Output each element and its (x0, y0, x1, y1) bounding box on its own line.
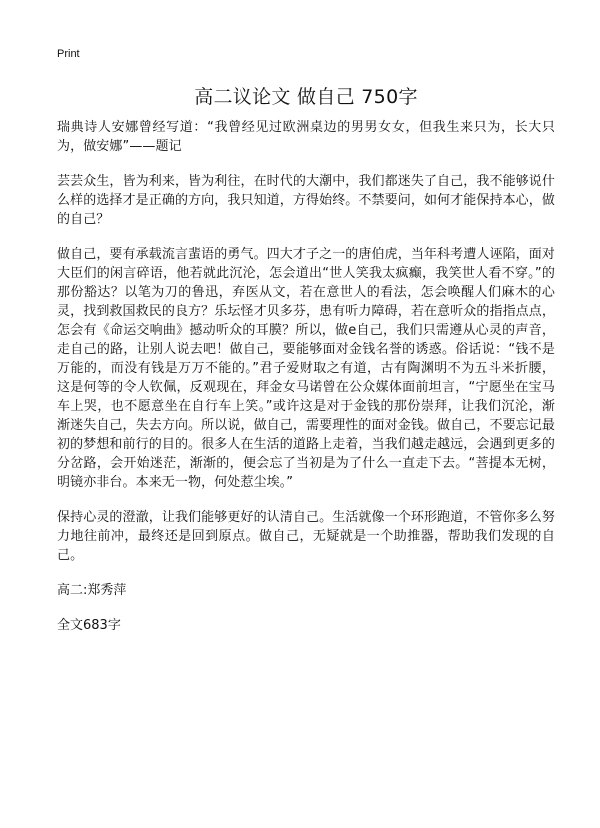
article-title: 高二议论文 做自己 750字 (194, 86, 418, 108)
conclusion-paragraph: 保持心灵的澄澈，让我们能够更好的认清自己。生活就像一个环形跑道，不管你多么努力地往前冲，最终还是回到原点。做自己，无疑就是一个助推器，帮助我们发现的自己。 (57, 510, 555, 563)
body-paragraph: 做自己，要有承载流言蜚语的勇气。四大才子之一的唐伯虎，当年科考遭人诬陷，面对大臣们的闲言碎语，他若就此沉沦，怎会道出“世人笑我太疯癫，我笑世人看不穿。”的那份豁达？以笔为刀的鲁迅，弃医从文，若在意世人的看法，怎会唤醒人们麻木的心灵，找到救国救民的良方？乐坛怪才贝多芬，患有听力障碍，若在意听众的指指点点，怎会有《命运交响曲》撼动听众的耳膜？所以，做e自己，我们只需遵从心灵的声音，走自己的路，让别人说去吧！做自己，要能够面对金钱名誉的诱惑。俗话说：“钱不是万能的，而没有钱是万万不能的。”君子爱财取之有道，古有陶渊明不为五斗米折腰，这是何等的令人钦佩，反观现在，拜金女马诺曾在公众媒体面前坦言，“宁愿坐在宝马车上哭，也不愿意坐在自行车上笑。”或许这是对于金钱的那份崇拜，让我们沉沦，渐渐迷失自己，失去方向。所以说，做自己，需要理性的面对金钱。做自己，不要忘记最初的梦想和前行的目的。很多人在生活的道路上走着，当我们越走越远，会遇到更多的分岔路，会开始迷茫，渐渐的，便会忘了当初是为了什么一直走下去。“菩提本无树，明镜亦非台。本来无一物，何处惹尘埃。” (57, 247, 555, 490)
epigraph-paragraph: 瑞典诗人安娜曾经写道：“我曾经见过欧洲桌边的男男女女，但我生来只为，长大只为，做安娜”——题记 (57, 120, 555, 154)
author-line: 高二:郑秀萍 (57, 583, 127, 598)
word-count: 全文683字 (57, 618, 121, 633)
print-link[interactable]: Print (57, 48, 80, 60)
intro-paragraph: 芸芸众生，皆为利来，皆为利往，在时代的大潮中，我们都迷失了自己，我不能够说什么样的选择才是正确的方向，我只知道，方得始终。不禁要问，如何才能保持本心，做的自己？ (57, 174, 555, 227)
